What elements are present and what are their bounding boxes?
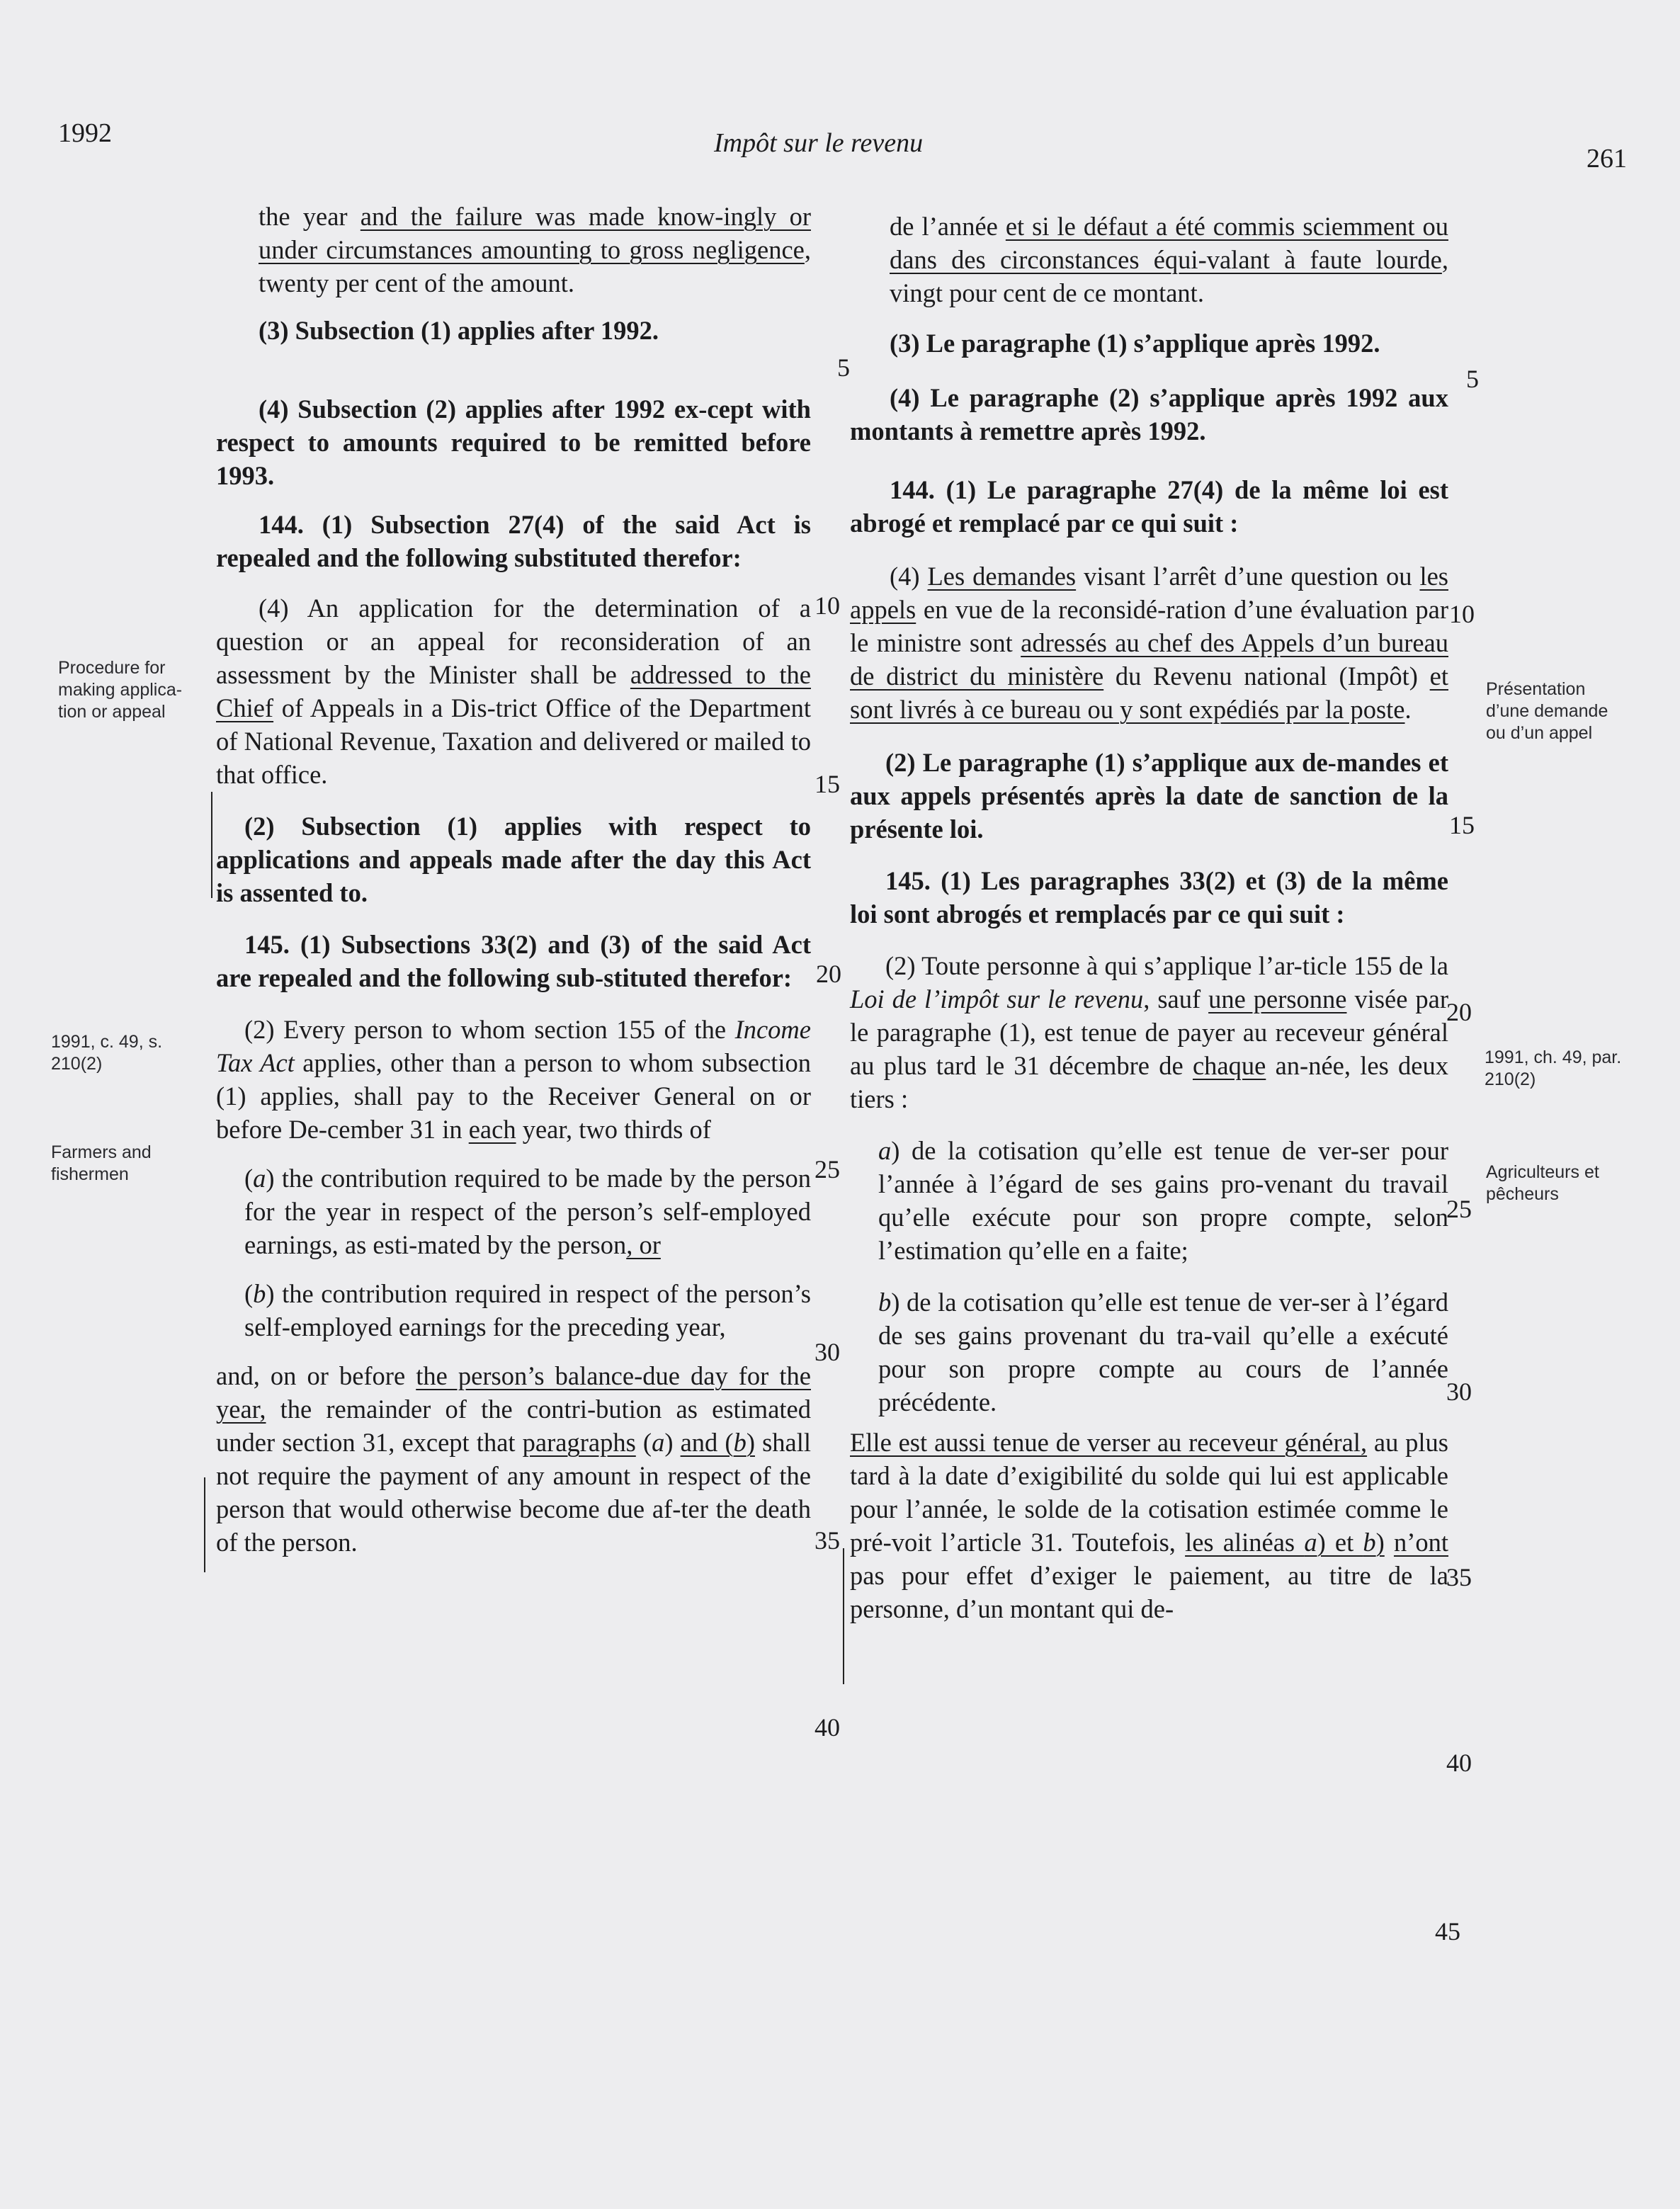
en-section-145-heading: 145. (1) Subsections 33(2) and (3) of the said Act are repealed and the following sub-stituted therefor:: [216, 930, 811, 992]
margin-note-presentation: Présentation d’une demande ou d’un appel: [1486, 679, 1608, 743]
line-number-center-40: 40: [815, 1713, 840, 1742]
fr-paragraph-5: (4) Les demandes visant l’arrêt d’une question ou les appels en vue de la reconsidé-ration d’une évaluation par le ministre sont adressés au chef des Appels d’un bureau de district du ministère du Revenu national (Impôt) et sont livrés à ce bureau ou y sont expédiés par la poste.: [850, 562, 1449, 724]
header-title: Impôt sur le revenu: [714, 128, 924, 158]
fr-alinea-b: b) de la cotisation qu’elle est tenue de ver-ser à l’égard de ses gains provenant du tra-vail qu’elle a exécuté pour son propre compte au cours de l’année précédente.: [878, 1288, 1448, 1416]
line-number-center-15: 15: [815, 770, 840, 798]
french-column: [850, 210, 1448, 1625]
fr-alinea-a: a) de la cotisation qu’elle est tenue de ver-ser pour l’année à l’égard de ses gains pro-venant du travail qu’elle exécute pour son propre compte, selon l’estimation qu’elle en a faite;: [878, 1136, 1448, 1265]
line-number-right-20: 20: [1446, 998, 1472, 1026]
revision-bar-en-2: [204, 1477, 205, 1572]
margin-note-1991-fr: 1991, ch. 49, par. 210(2): [1485, 1047, 1622, 1089]
line-number-right-15: 15: [1449, 811, 1475, 839]
margin-note-agriculteurs: Agriculteurs et pêcheurs: [1486, 1162, 1599, 1204]
line-number-center-20: 20: [816, 960, 841, 988]
line-number-right-25: 25: [1446, 1195, 1472, 1223]
line-number-right-10: 10: [1449, 600, 1475, 628]
en-paragraph-8: (2) Every person to whom section 155 of the Income Tax Act applies, other than a person to whom subsection (1) applies, shall pay to the Receiver General on or before De-cember 31 in each year, two thirds of: [216, 1015, 811, 1144]
page-number: 261: [1587, 144, 1627, 174]
en-paragraph-1: the year and the failure was made know-ingly or under circumstances amounting to gross negligence, twenty per cent of the amount.: [259, 202, 811, 297]
fr-section-144-heading: 144. (1) Le paragraphe 27(4) de la même loi est abrogé et remplacé par ce qui suit :: [850, 475, 1448, 538]
en-paragraph-a: (a) the contribution required to be made by the person for the year in respect of the person’s self-employed earnings, as esti-mated by the person, or: [244, 1164, 811, 1259]
header-year: 1992: [58, 118, 112, 148]
fr-section-145-heading: 145. (1) Les paragraphes 33(2) et (3) de la même loi sont abrogés et remplacés par ce qui suit :: [850, 866, 1448, 929]
en-paragraph-5: (4) An application for the determination of a question or an appeal for reconsideration of an assessment by the Minister shall be addressed to the Chief of Appeals in a Dis-trict Office of the Department of National Revenue, Taxation and delivered or mailed to that office.: [216, 594, 811, 789]
margin-note-procedure: Procedure for making applica-tion or appeal: [58, 658, 183, 722]
en-paragraph-b: (b) the contribution required in respect of the person’s self-employed earnings for the preceding year,: [244, 1279, 811, 1341]
fr-paragraph-6: (2) Le paragraphe (1) s’applique aux de-mandes et aux appels présentés après la date de sanction de la présente loi.: [850, 748, 1448, 844]
fr-paragraph-1: de l’année et si le défaut a été commis sciemment ou dans des circonstances équi-valant à faute lourde, vingt pour cent de ce montant.: [890, 212, 1448, 307]
en-paragraph-3: (4) Subsection (2) applies after 1992 ex-cept with respect to amounts required to be remitted before 1993.: [216, 394, 811, 490]
revision-bar-fr: [843, 1548, 844, 1684]
line-number-right-30: 30: [1446, 1378, 1472, 1406]
en-paragraph-2: (3) Subsection (1) applies after 1992.: [259, 316, 659, 345]
line-number-center-30: 30: [815, 1338, 840, 1366]
line-number-right-5: 5: [1466, 365, 1479, 393]
line-number-center-35: 35: [815, 1526, 840, 1555]
line-number-center-10: 10: [815, 591, 840, 620]
en-paragraph-11: and, on or before the person’s balance-due day for the year, the remainder of the contri-bution as estimated under section 31, except that paragraphs (a) and (b) shall not require the payment of any amount in respect of the person that would otherwise become due af-ter the death of the person.: [216, 1361, 812, 1557]
margin-note-farmers: Farmers and fishermen: [51, 1142, 152, 1184]
margin-note-1991-en: 1991, c. 49, s. 210(2): [51, 1032, 163, 1074]
fr-paragraph-3: (4) Le paragraphe (2) s’applique après 1992 aux montants à remettre après 1992.: [850, 383, 1448, 445]
english-column: [216, 200, 811, 1559]
line-number-center-5: 5: [837, 353, 850, 382]
fr-paragraph-2: (3) Le paragraphe (1) s’applique après 1992.: [890, 329, 1380, 358]
fr-paragraph-8: (2) Toute personne à qui s’applique l’ar-ticle 155 de la Loi de l’impôt sur le revenu, sauf une personne visée par le paragraphe (1), est tenue de payer au receveur général au plus tard le 31 décembre de chaque an-née, les deux tiers :: [850, 951, 1448, 1113]
line-number-right-40: 40: [1446, 1749, 1472, 1777]
line-number-right-45: 45: [1435, 1917, 1460, 1946]
line-number-right-35: 35: [1446, 1563, 1472, 1591]
fr-paragraph-11: Elle est aussi tenue de verser au receveur général, au plus tard à la date d’exigibilité du solde qui lui est applicable pour l’année, le solde de la cotisation estimée comme le pré-voit l’article 31. Toutefois, les alinéas a) et b) n’ont pas pour effet d’exiger le paiement, au titre de la personne, d’un montant qui de-: [850, 1428, 1449, 1623]
en-section-144-heading: 144. (1) Subsection 27(4) of the said Act is repealed and the following substituted therefor:: [216, 510, 811, 572]
en-paragraph-6: (2) Subsection (1) applies with respect to applications and appeals made after the day this Act is assented to.: [216, 812, 811, 907]
revision-bar-en-1: [211, 792, 212, 898]
line-number-center-25: 25: [815, 1155, 840, 1183]
